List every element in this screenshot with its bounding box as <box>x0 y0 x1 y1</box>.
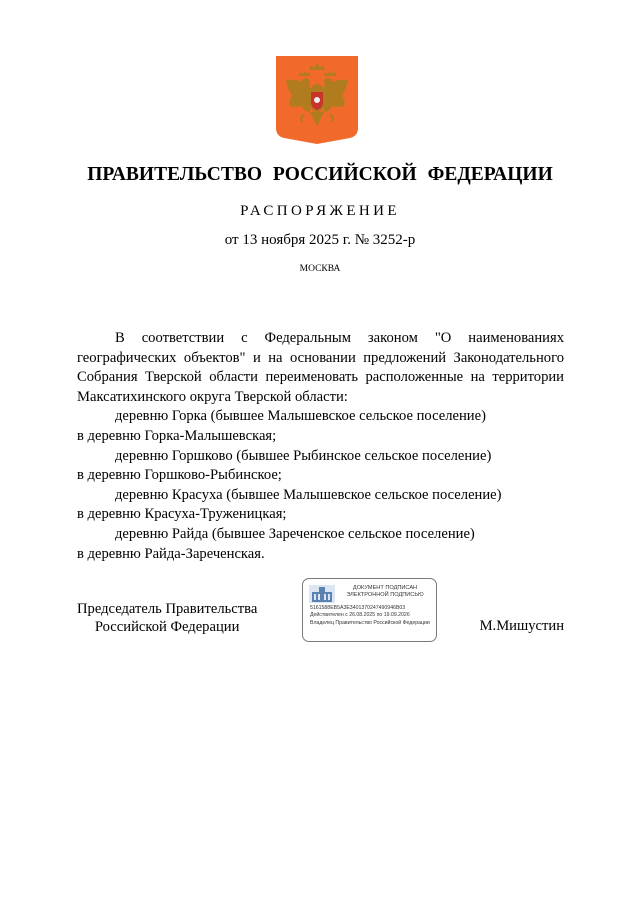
stamp-title <box>337 585 433 599</box>
stamp-owner: Владелец Правительство Российской Федерации <box>310 620 430 626</box>
list-item-continuation: в деревню Райда-Зареченская. <box>77 545 265 562</box>
list-item: деревню Красуха (бывшее Малышевское сельское поселение) <box>115 486 502 503</box>
signer-position-line: Председатель Правительства <box>77 601 258 617</box>
list-item-continuation: в деревню Горшково-Рыбинское; <box>77 467 282 484</box>
stamp-validity: Действителен с 26.08.2025 по 19.09.2026 <box>310 612 410 618</box>
document-type: РАСПОРЯЖЕНИЕ <box>240 203 400 219</box>
signer-name: М.Мишустин <box>479 618 564 634</box>
document-date-number: от 13 ноября 2025 г. № 3252-р <box>224 232 416 248</box>
stamp-title-line: ЭЛЕКТРОННОЙ ПОДПИСЬЮ <box>346 592 424 598</box>
signer-position <box>77 600 257 636</box>
list-item-continuation: в деревню Красуха-Труженицкая; <box>77 506 287 523</box>
coat-of-arms-icon <box>276 56 358 144</box>
intro-paragraph: В соответствии с Федеральным законом "О наименованиях географических объектов" и на основании предложений Законодательного Собрания Тверской области переименовать расположенные на территории Максатихинского округа Тверской области: <box>77 330 564 405</box>
list-item: деревню Горка (бывшее Малышевское сельское поселение) <box>115 408 486 425</box>
city-name: МОСКВА <box>299 264 341 274</box>
list-item: деревню Горшково (бывшее Рыбинское сельское поселение) <box>115 447 492 464</box>
stamp-title-line: ДОКУМЕНТ ПОДПИСАН <box>352 585 418 591</box>
electronic-signature-stamp <box>302 578 437 642</box>
signer-position-line: Российской Федерации <box>94 619 240 635</box>
stamp-certificate: 5161588EB5A3E3401370247490946B03 <box>310 605 406 611</box>
government-title: ПРАВИТЕЛЬСТВО РОССИЙСКОЙ ФЕДЕРАЦИИ <box>87 164 553 185</box>
government-building-icon <box>309 585 335 603</box>
list-item: деревню Райда (бывшее Зареченское сельское поселение) <box>115 525 475 542</box>
document-body <box>77 329 564 564</box>
list-item-continuation: в деревню Горка-Малышевская; <box>77 427 277 444</box>
